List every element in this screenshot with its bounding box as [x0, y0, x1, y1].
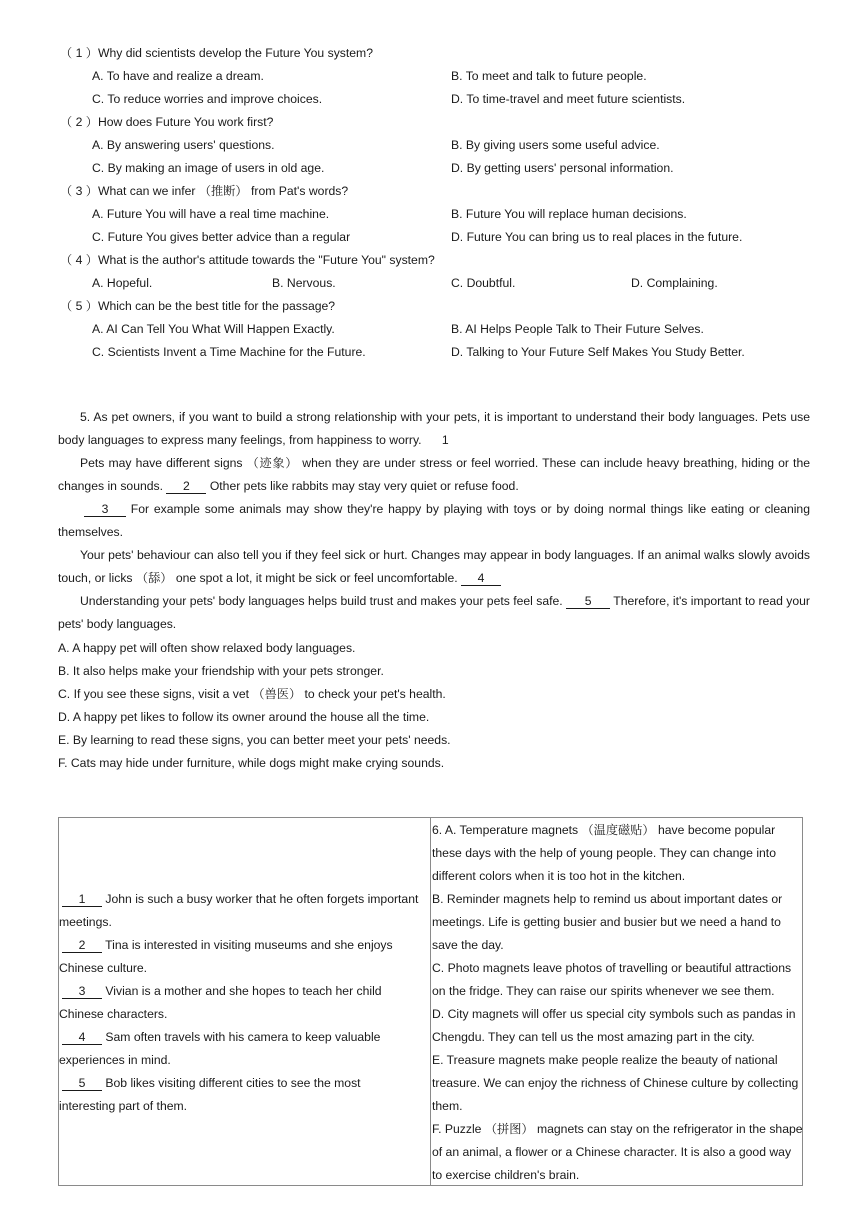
paragraph: Pets may have different signs （迹象） when they are under stress or feel worried. These can include heavy breathing, hiding or the changes in sounds. 2 Other pets like rabbits may stay very quiet or refuse food. — [58, 456, 810, 493]
person-4: 4 Sam often travels with his camera to keep valuable experiences in mind. — [59, 1030, 381, 1067]
person-1: 1 John is such a busy worker that he often forgets important meetings. — [59, 892, 419, 929]
option-a[interactable]: A. Hopeful. — [92, 276, 153, 290]
option-c[interactable]: C. If you see these signs, visit a vet （兽医） to check your pet's health. — [58, 687, 446, 701]
option-f[interactable]: F. Cats may hide under furniture, while dogs might make crying sounds. — [58, 756, 445, 770]
option-c[interactable]: C. Doubtful. — [451, 276, 516, 290]
option-d[interactable]: D. By getting users' personal information. — [451, 161, 674, 175]
option-b[interactable]: B. Future You will replace human decisions. — [451, 207, 687, 221]
matching-table — [58, 817, 803, 1186]
question-stem: （ 5 ）Which can be the best title for the passage? — [60, 299, 336, 313]
option-c[interactable]: C. By making an image of users in old age. — [92, 161, 325, 175]
person-2: 2 Tina is interested in visiting museums and she enjoys Chinese culture. — [59, 938, 393, 975]
passage-5 — [58, 406, 810, 636]
blank-4[interactable]: 4 — [62, 1030, 102, 1045]
option-d[interactable]: D. To time-travel and meet future scientists. — [451, 92, 686, 106]
option-b[interactable]: B. Nervous. — [272, 276, 336, 290]
option-a[interactable]: A. To have and realize a dream. — [92, 69, 264, 83]
option-b[interactable]: B. AI Helps People Talk to Their Future Selves. — [451, 322, 704, 336]
blank-4[interactable]: 4 — [461, 571, 501, 586]
option-d[interactable]: D. Talking to Your Future Self Makes You Study Better. — [451, 345, 745, 359]
blank-1[interactable]: 1 — [441, 433, 449, 447]
option-d[interactable]: D. A happy pet likes to follow its owner around the house all the time. — [58, 710, 430, 724]
paragraph: Understanding your pets' body languages helps build trust and makes your pets feel safe. 5 Therefore, it's important to read your pets' body languages. — [58, 594, 810, 631]
magnet-descriptions: 6. A. Temperature magnets （温度磁贴） have become popular these days with the help of young people. They can change into different colors when it is too hot in the kitchen. B. Reminder magnets help to remind us about important dates or meetings. Life is getting busier and busier but we need a hand to save the day. C. Photo magnets leave photos of travelling or beautiful attractions on the fridge. They can raise our spirits whenever we see them. D. City magnets will offer us special city symbols such as pandas in Chengdu. They can tell us the most amazing part in the city. E. Treasure magnets make people realize the beauty of national treasure. We can enjoy the richness of Chinese culture by collecting them. F. Puzzle （拼图） magnets can stay on the refrigerator in the shape of an animal, a flower or a Chinese character. It is also a good way to exercise children's brain. — [432, 823, 803, 1182]
option-d[interactable]: D. Future You can bring us to real places in the future. — [451, 230, 743, 244]
paragraph: 5. As pet owners, if you want to build a strong relationship with your pets, it is important to understand their body languages. Pets use body languages to express many feelings, from happiness to worry. 1 — [58, 410, 810, 447]
magnets-column — [431, 818, 803, 1186]
option-b[interactable]: B. By giving users some useful advice. — [451, 138, 660, 152]
blank-1[interactable]: 1 — [62, 892, 102, 907]
question-stem: （ 1 ）Why did scientists develop the Future You system? — [60, 46, 373, 60]
blank-5[interactable]: 5 — [566, 594, 610, 609]
option-c[interactable]: C. Future You gives better advice than a regular — [92, 230, 351, 244]
person-3: 3 Vivian is a mother and she hopes to teach her child Chinese characters. — [59, 984, 382, 1021]
option-d[interactable]: D. Complaining. — [631, 276, 718, 290]
option-b[interactable]: B. It also helps make your friendship with your pets stronger. — [58, 664, 384, 678]
question-stem: （ 2 ）How does Future You work first? — [60, 115, 274, 129]
blank-3[interactable]: 3 — [62, 984, 102, 999]
blank-2[interactable]: 2 — [62, 938, 102, 953]
option-c[interactable]: C. To reduce worries and improve choices. — [92, 92, 323, 106]
blank-2[interactable]: 2 — [166, 479, 206, 494]
people-column — [59, 818, 431, 1186]
paragraph: 3 For example some animals may show they're happy by playing with toys or by doing normal things like eating or cleaning themselves. — [58, 502, 810, 539]
option-a[interactable]: A. A happy pet will often show relaxed body languages. — [58, 641, 356, 655]
option-a[interactable]: A. AI Can Tell You What Will Happen Exactly. — [92, 322, 335, 336]
option-a[interactable]: A. By answering users' questions. — [92, 138, 275, 152]
option-e[interactable]: E. By learning to read these signs, you can better meet your pets' needs. — [58, 733, 451, 747]
option-a[interactable]: A. Future You will have a real time machine. — [92, 207, 330, 221]
blank-3[interactable]: 3 — [84, 502, 126, 517]
blank-5[interactable]: 5 — [62, 1076, 102, 1091]
question-stem: （ 3 ）What can we infer （推断） from Pat's words? — [60, 184, 349, 198]
person-5: 5 Bob likes visiting different cities to see the most interesting part of them. — [59, 1076, 361, 1113]
option-c[interactable]: C. Scientists Invent a Time Machine for the Future. — [92, 345, 366, 359]
option-b[interactable]: B. To meet and talk to future people. — [451, 69, 647, 83]
question-stem: （ 4 ）What is the author's attitude towards the "Future You" system? — [60, 253, 435, 267]
paragraph: Your pets' behaviour can also tell you if they feel sick or hurt. Changes may appear in body languages. If an animal walks slowly avoids touch, or licks （舔） one spot a lot, it might be sick or feel uncomfortable. 4 — [58, 548, 810, 585]
